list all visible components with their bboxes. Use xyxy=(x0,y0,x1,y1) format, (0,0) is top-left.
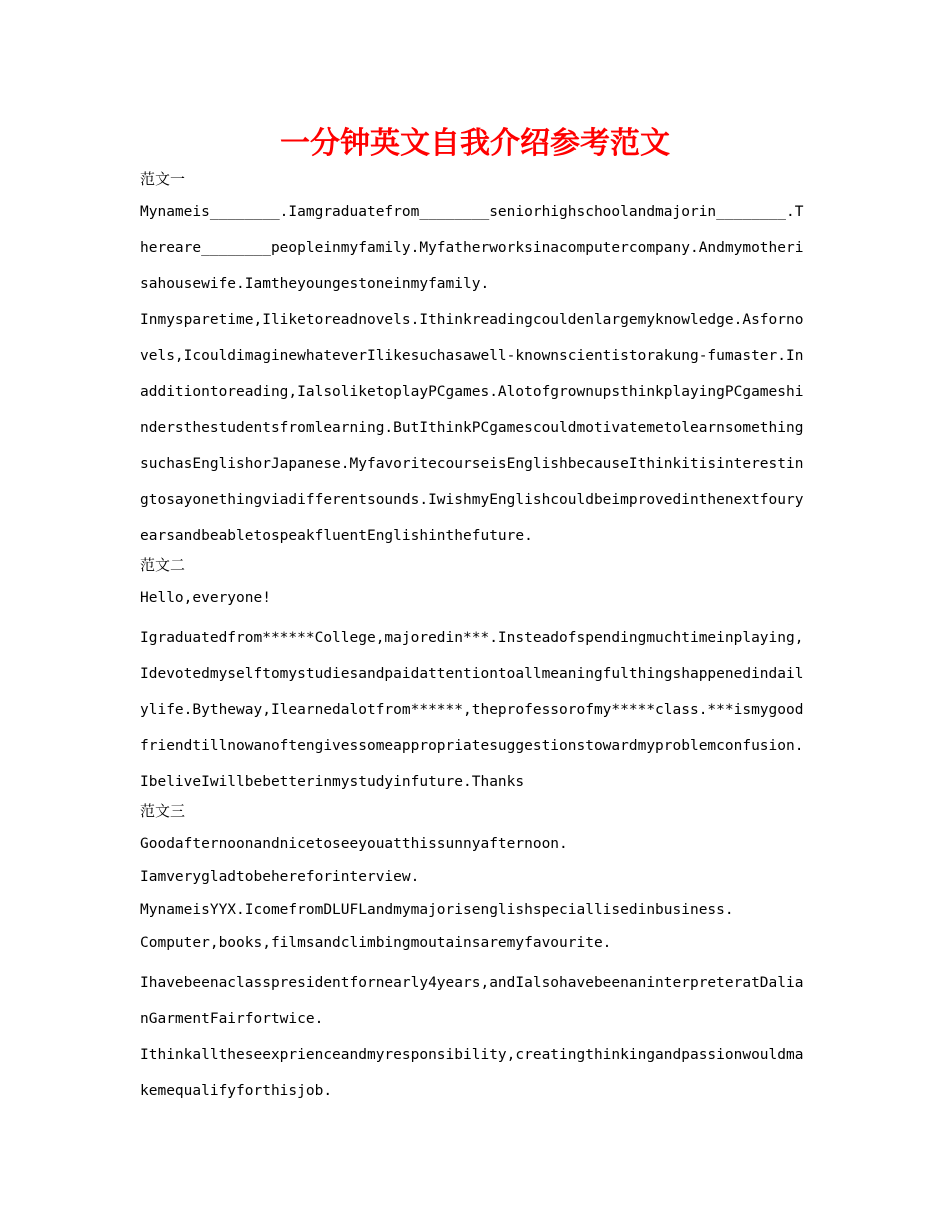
paragraph: Igraduatedfrom******College,majoredin***.Insteadofspendingmuchtimeinplaying,Idevotedmyselftomystudiesandpaidattentiontoallmeaningfulthingshappenedindailylife.Bytheway,Ilearnedalotfrom******,theprofessorofmy*****class.***ismygoodfriendtillnowanoftengivessomeappropriatesuggestionstowardmyproblemconfusion.IbeliveIwillbebetterinmystudyinfuture.Thanks xyxy=(140,630,804,790)
paragraph: MynameisYYX.IcomefromDLUFLandmymajorisenglishspeciallisedinbusiness. xyxy=(140,902,734,918)
section-heading: 范文二 xyxy=(140,556,186,574)
section-3 xyxy=(140,800,811,1109)
paragraph: Goodafternoonandnicetoseeyouatthissunnyafternoon. xyxy=(140,836,568,852)
paragraph: Computer,books,filmsandclimbingmoutainsaremyfavourite. xyxy=(140,935,612,951)
paragraph: Inmysparetime,Iliketoreadnovels.Ithinkreadingcouldenlargemyknowledge.Asfornovels,IcouldimaginewhateverIlikesuchasawell-knownscientistorakung-fumaster.Inadditiontoreading,IalsoliketoplayPCgames.AlotofgrownupsthinkplayingPCgameshindersthestudentsfromlearning.ButIthinkPCgamescouldmotivatemetolearnsomethingsuchasEnglishorJapanese.MyfavoritecourseisEnglishbecauseIthinkitisinterestingtosayonethingviadifferentsounds.IwishmyEnglishcouldbeimprovedinthenextfouryearsandbeabletospeakfluentEnglishinthefuture. xyxy=(140,312,804,544)
section-heading: 范文三 xyxy=(140,802,186,820)
paragraph: Hello,everyone! xyxy=(140,590,271,606)
paragraph: Ihavebeenaclasspresidentfornearly4years,andIalsohavebeenaninterpreteratDalianGarmentFairfortwice. xyxy=(140,975,804,1027)
paragraph: Ithinkalltheseexprienceandmyresponsibility,creatingthinkingandpassionwouldmakemequalifyforthisjob. xyxy=(140,1047,804,1099)
paragraph: Iamverygladtobehereforinterview. xyxy=(140,869,420,885)
document-body xyxy=(140,168,811,1109)
section-1 xyxy=(140,168,811,554)
paragraph: Mynameis________.Iamgraduatefrom________seniorhighschoolandmajorin________.Thereare________peopleinmyfamily.Myfatherworksinacomputercompany.Andmymotherisahousewife.Iamtheyoungestoneinmyfamily. xyxy=(140,204,804,292)
section-heading: 范文一 xyxy=(140,170,186,188)
section-2 xyxy=(140,554,811,800)
page-title: 一分钟英文自我介绍参考范文 xyxy=(280,126,670,161)
